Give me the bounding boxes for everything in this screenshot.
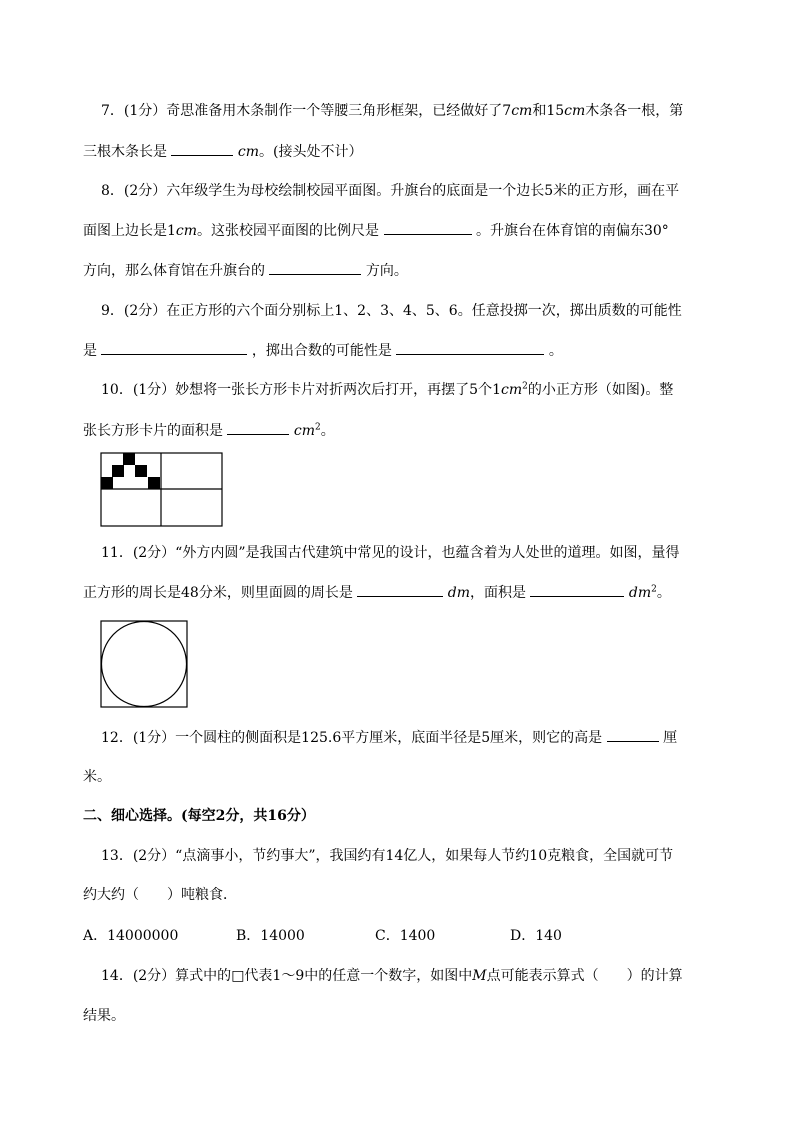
q10-line1: 10．(1分）妙想将一张长方形卡片对折两次后打开，再摆了5个$1cm^2$的小正方形（如图)。整 (101, 381, 674, 398)
answer-blank[interactable] (396, 340, 544, 355)
answer-blank[interactable] (227, 420, 289, 435)
option-b[interactable]: B．14000 (236, 928, 305, 944)
q8-line1: 8．(2分）六年级学生为母校绘制校园平面图。升旗台的底面是一个边长5米的正方形，画在平 (101, 183, 680, 199)
small-square (135, 465, 147, 477)
answer-blank[interactable] (384, 220, 472, 235)
q12-line2: 米。 (83, 769, 111, 785)
q11-line1: 11．(2分）“外方内圆”是我国古代建筑中常见的设计，也蕴含着为人处世的道理。如图，量得 (101, 545, 680, 561)
q12-line1: 12．(1分）一个圆柱的侧面积是125.6平方厘米，底面半径是5厘米，则它的高是 厘 (101, 727, 677, 748)
q8-line2: 面图上边长是1cm。这张校园平面图的比例尺是 。升旗台在体育馆的南偏东30° (83, 220, 669, 241)
card-figure (100, 452, 224, 528)
q9-line1: 9．(2分）在正方形的六个面分别标上1、2、3、4、5、6。任意投掷一次，掷出质数的可能性 (101, 303, 682, 319)
option-d[interactable]: D．140 (510, 928, 562, 944)
option-a[interactable]: A．14000000 (83, 928, 179, 944)
answer-blank[interactable] (269, 260, 361, 275)
q14-line2: 结果。 (83, 1008, 125, 1024)
q7-line1: 7．(1分）奇思准备用木条制作一个等腰三角形框架，已经做好了7cm和15cm木条各一根，第 (101, 103, 684, 119)
box-symbol: □ (231, 968, 245, 984)
q13-line1: 13．(2分）“点滴事小，节约事大”，我国约有14亿人，如果每人节约10克粮食，全国就可节 (101, 848, 674, 864)
q10-line2: 张长方形卡片的面积是 $cm^2$。 (83, 420, 335, 441)
answer-blank[interactable] (171, 141, 233, 156)
answer-blank[interactable] (607, 727, 659, 742)
small-square (148, 477, 160, 489)
q7-line2: 三根木条长是 cm。(接头处不计） (83, 141, 363, 162)
q11-line2: 正方形的周长是48分米，则里面圆的周长是 dm，面积是 $dm^2$。 (83, 582, 671, 603)
q13-line2: 约大约（ ）吨粮食． (83, 887, 237, 903)
option-c[interactable]: C．1400 (375, 928, 436, 944)
small-square (112, 465, 124, 477)
answer-blank[interactable] (357, 582, 443, 597)
q14-line1: 14．(2分）算式中的□代表1～9中的任意一个数字，如图中M点可能表示算式（ ）的计算 (101, 968, 683, 984)
answer-blank[interactable] (530, 582, 624, 597)
answer-blank[interactable] (101, 340, 247, 355)
inner-circle (102, 622, 187, 707)
q8-line3: 方向，那么体育馆在升旗台的 方向。 (83, 260, 408, 281)
q9-line2: 是 ，掷出合数的可能性是 。 (83, 340, 563, 361)
small-square (123, 453, 135, 465)
small-square (101, 477, 113, 489)
section-title: 二、细心选择。(每空2分，共16分） (83, 808, 315, 824)
square-circle-figure (100, 620, 189, 709)
